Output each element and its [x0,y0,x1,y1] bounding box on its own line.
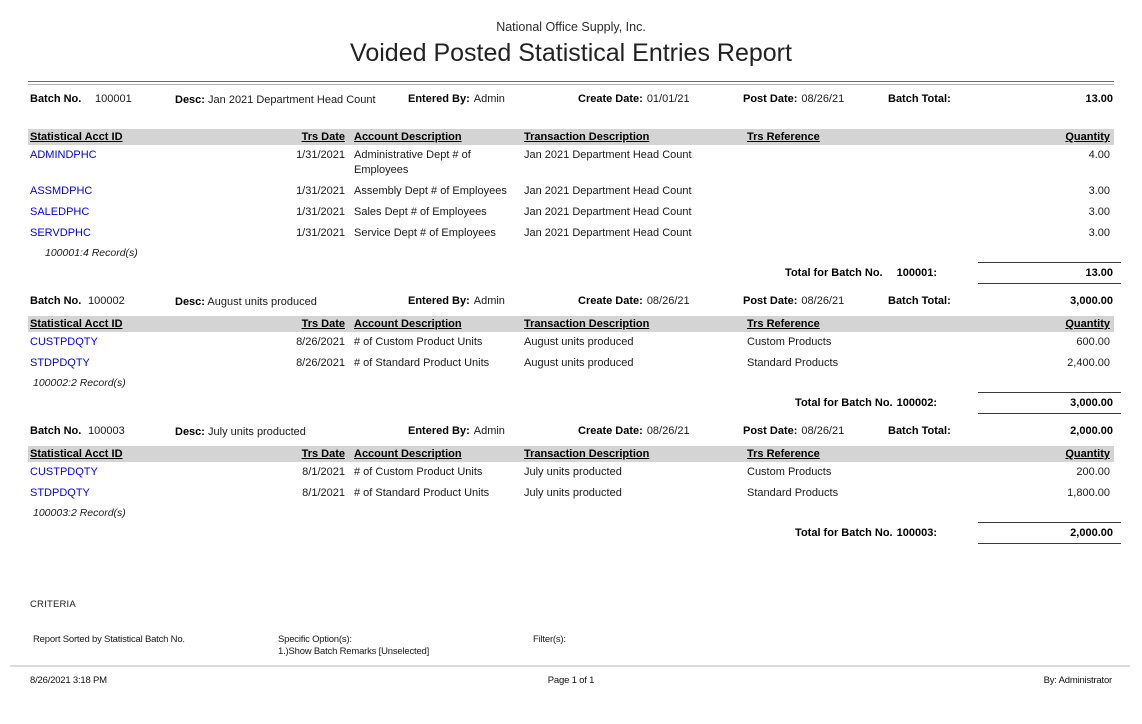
quantity-cell: 4.00 [1088,149,1110,161]
account-desc-cell: Administrative Dept # of Employees [354,149,471,176]
table-row [28,223,1114,244]
entered-by: Entered By: Admin [408,425,505,437]
table-row [28,462,1114,483]
entered-by-value: Admin [473,93,505,105]
col-trs-date: Trs Date [301,131,345,143]
quantity-cell: 3.00 [1088,206,1110,218]
post-date: Post Date: 08/26/21 [743,425,845,437]
col-account-description: Account Description [354,448,462,460]
total-batch-no: 100002: [896,397,937,409]
account-desc-cell: Service Dept # of Employees [354,227,496,239]
account-desc-cell: # of Standard Product Units [354,487,490,499]
total-for-batch-label: Total for Batch No. [795,527,893,539]
col-trs-reference: Trs Reference [747,131,820,143]
batch-total-label: Batch Total: [888,425,951,437]
create-date-value: 01/01/21 [646,93,690,105]
total-for-batch-label: Total for Batch No. [795,397,893,409]
trs-date-cell: 1/31/2021 [296,185,345,197]
col-transaction-description: Transaction Description [524,448,650,460]
quantity-cell: 2,400.00 [1067,357,1110,369]
batch-no-label: Batch No. [30,425,82,437]
desc-value: Jan 2021 Department Head Count [208,94,376,106]
entered-by-value: Admin [473,425,505,437]
col-trs-date: Trs Date [301,318,345,330]
account-desc-cell: # of Custom Product Units [354,336,483,348]
desc-value: July units producted [208,426,306,438]
column-header-row [28,446,1114,462]
col-statistical-acct-id: Statistical Acct ID [30,318,123,330]
col-quantity: Quantity [1065,318,1110,330]
batch-total-amount: 13.00 [978,262,1121,284]
acct-id-link[interactable]: SALEDPHC [30,206,90,218]
account-desc-cell: # of Custom Product Units [354,466,483,478]
trs-ref-cell [745,181,967,202]
trs-ref-cell: Custom Products [747,466,832,478]
col-account-description: Account Description [354,318,462,330]
col-account-description: Account Description [354,131,462,143]
total-for-batch-label: Total for Batch No. [785,267,883,279]
batch-no-value: 100001 [95,93,132,105]
batch-no-value: 100002 [88,295,125,307]
trs-date-cell: 1/31/2021 [296,149,345,161]
trans-desc-cell: August units produced [524,336,634,348]
batch-header [0,287,1142,314]
desc-label: Desc: [175,296,205,308]
acct-id-link[interactable]: CUSTPDQTY [30,466,98,478]
trans-desc-cell: Jan 2021 Department Head Count [524,149,692,161]
total-batch-no: 100003: [896,527,937,539]
batch-total-label: Batch Total: [888,295,951,307]
col-quantity: Quantity [1065,448,1110,460]
table-row [28,332,1114,353]
create-date: Create Date: 08/26/21 [578,425,690,437]
footer-printed-by: By: Administrator [1043,675,1112,686]
post-date-value: 08/26/21 [801,425,845,437]
account-desc-cell: Sales Dept # of Employees [354,206,487,218]
batch-section-100001 [0,85,1142,287]
quantity-cell: 3.00 [1088,227,1110,239]
batch-total-label: Batch Total: [888,93,951,105]
trs-date-cell: 1/31/2021 [296,206,345,218]
table-row [28,202,1114,223]
table-row [28,145,1114,181]
batch-header [0,417,1142,444]
acct-id-link[interactable]: ADMINDPHC [30,149,97,161]
criteria-section [0,599,1142,668]
column-header-row [28,316,1114,332]
entered-by: Entered By: Admin [408,93,505,105]
criteria-title: CRITERIA [30,599,76,610]
batch-no-label: Batch No. [30,295,82,307]
batch-total-value: 3,000.00 [1070,295,1113,307]
trans-desc-cell: July units producted [524,466,622,478]
batch-no-label: Batch No. [30,93,82,105]
post-date: Post Date: 08/26/21 [743,93,845,105]
col-quantity: Quantity [1065,131,1110,143]
col-trs-reference: Trs Reference [747,448,820,460]
company-name: National Office Supply, Inc. [496,20,646,34]
quantity-cell: 3.00 [1088,185,1110,197]
desc-value: August units produced [207,296,317,308]
criteria-specific-options [278,634,429,658]
post-date-value: 08/26/21 [801,93,845,105]
trans-desc-cell: Jan 2021 Department Head Count [524,206,692,218]
table-row [28,181,1114,202]
entered-by-value: Admin [473,295,505,307]
entered-by: Entered By: Admin [408,295,505,307]
batch-desc [175,295,380,309]
acct-id-link[interactable]: SERVDPHC [30,227,91,239]
desc-label: Desc: [175,94,205,106]
quantity-cell: 1,800.00 [1067,487,1110,499]
record-count: 100002:2 Record(s) [33,377,126,389]
batch-desc [175,425,380,439]
column-header-row [28,129,1114,145]
col-statistical-acct-id: Statistical Acct ID [30,448,123,460]
batch-section-100002 [0,287,1142,417]
account-desc-cell: Assembly Dept # of Employees [354,185,507,197]
create-date: Create Date: 01/01/21 [578,93,690,105]
footer-rule [10,665,1130,667]
acct-id-link[interactable]: CUSTPDQTY [30,336,98,348]
create-date-value: 08/26/21 [646,425,690,437]
trs-ref-cell [745,145,967,181]
col-transaction-description: Transaction Description [524,131,650,143]
trs-ref-cell: Custom Products [747,336,832,348]
criteria-sorted-by: Report Sorted by Statistical Batch No. [33,634,185,645]
total-batch-no: 100001: [896,267,937,279]
batch-total-row [0,521,1142,547]
record-count: 100003:2 Record(s) [33,507,126,519]
col-trs-reference: Trs Reference [747,318,820,330]
trs-ref-cell [745,202,967,223]
trs-ref-cell [745,223,967,244]
batch-no-value: 100003 [88,425,125,437]
col-trs-date: Trs Date [301,448,345,460]
create-date-value: 08/26/21 [646,295,690,307]
acct-id-link[interactable]: STDPDQTY [30,357,90,369]
account-desc-cell: # of Standard Product Units [354,357,490,369]
specific-option-item: 1.)Show Batch Remarks [Unselected] [278,646,430,657]
footer-page-number: Page 1 of 1 [547,675,595,686]
trs-date-cell: 8/1/2021 [302,487,345,499]
table-row [28,353,1114,374]
criteria-filters-label: Filter(s): [533,634,566,645]
record-count: 100001:4 Record(s) [45,247,138,259]
footer-printed-datetime: 8/26/2021 3:18 PM [30,675,107,686]
batch-total-row [0,391,1142,417]
trs-ref-cell: Standard Products [747,357,839,369]
batch-header [0,85,1142,127]
trans-desc-cell: July units producted [524,487,622,499]
post-date: Post Date: 08/26/21 [743,295,845,307]
batch-total-row [0,261,1142,287]
trans-desc-cell: Jan 2021 Department Head Count [524,185,692,197]
table-row [28,483,1114,504]
trs-date-cell: 8/26/2021 [296,357,345,369]
col-transaction-description: Transaction Description [524,318,650,330]
trans-desc-cell: Jan 2021 Department Head Count [524,227,692,239]
col-statistical-acct-id: Statistical Acct ID [30,131,123,143]
report-title: Voided Posted Statistical Entries Report [350,39,792,67]
batch-section-100003 [0,417,1142,547]
specific-options-label: Specific Option(s): [278,634,352,645]
batch-desc [175,93,380,107]
trs-date-cell: 8/1/2021 [302,466,345,478]
batch-total-value: 2,000.00 [1070,425,1113,437]
acct-id-link[interactable]: STDPDQTY [30,487,90,499]
trs-date-cell: 8/26/2021 [296,336,345,348]
batch-total-amount: 2,000.00 [978,522,1121,544]
quantity-cell: 600.00 [1076,336,1110,348]
batch-total-value: 13.00 [1085,93,1113,105]
trans-desc-cell: August units produced [524,357,634,369]
desc-label: Desc: [175,426,205,438]
trs-ref-cell: Standard Products [747,487,839,499]
post-date-value: 08/26/21 [801,295,845,307]
acct-id-link[interactable]: ASSMDPHC [30,185,93,197]
batch-total-amount: 3,000.00 [978,392,1121,414]
trs-date-cell: 1/31/2021 [296,227,345,239]
quantity-cell: 200.00 [1076,466,1110,478]
create-date: Create Date: 08/26/21 [578,295,690,307]
